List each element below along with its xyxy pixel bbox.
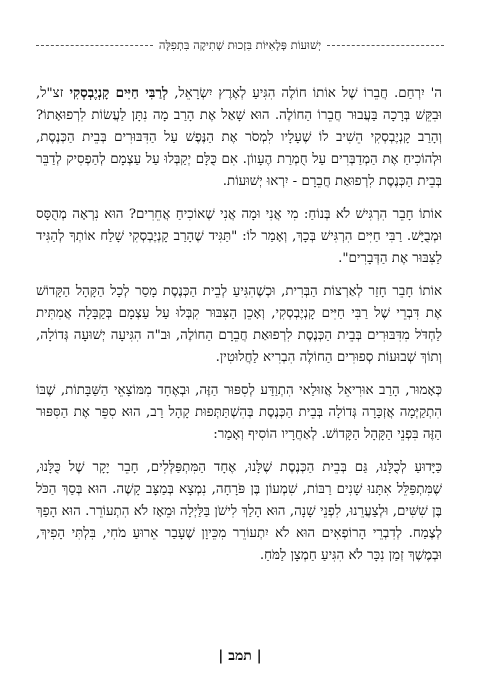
paragraph-1 xyxy=(36,82,442,193)
body-text xyxy=(36,82,442,578)
paragraph-2: אוֹתוֹ חָבֵר הִרְגִּישׁ לֹא בְּנוֹחַ: מִי אֲנִי וּמָה אֲנִי שֶׁאוֹכִיחַ אֲחֵרִים? הוּא נִרְאָה מְהֻסָּס וּמְבֻיָּשׁ. רַבִּי חַיִּים הִרְגִּישׁ בְּכָךְ, וְאָמַר לוֹ: "תַּגִּיד שֶׁהָרַב קָנְיֶבְסְקִי שָׁלַח אוֹתְךָ לְהַגִּיד לַצִּבּוּר אֶת הַדְּבָרִים". xyxy=(36,207,442,266)
paragraph-1-text-cont: זצ"ל, וּבִקֵּשׁ בְּרָכָה בַּעֲבוּר חֲבֵרוֹ הַחוֹלֶה. הוּא שָׁאַל אֶת הָרַב מָה נִתָּן לַעֲשׂוֹת לִרְפוּאָתוֹ? וְהָרַב קָנְיֶבְסְקִי הֵשִׁיב לוֹ שֶׁעָלָיו לִמְסֹר אֶת הַנֶּפֶשׁ עַל הַדִּבּוּרִים בְּבֵית הַכְּנֶסֶת, וּלְהוֹכִיחַ אֶת הַמְדַבְּרִים עַל חֻמְרַת הֶעָווֹן. אִם כֻּלָּם יְקַבְּלוּ עַל עַצְמָם לְהַפְסִיק לְדַבֵּר בְּבֵית הַכְּנֶסֶת לִרְפוּאַת חֲבֵרָם - יִרְאוּ יְשׁוּעוֹת. xyxy=(36,86,442,189)
paragraph-3: אוֹתוֹ חָבֵר חָזַר לְאַרְצוֹת הַבְּרִית, וּכְשֶׁהִגִּיעַ לְבֵית הַכְּנֶסֶת מָסַר לְכָל הַקָּהָל הַקָּדוֹשׁ אֶת דִּבְרֵי שֶׁל רַבִּי חַיִּים קָנְיֶבְסְקִי, וְאָכֵן הַצִּבּוּר קִבְּלוּ עַל עַצְמָם בְּקַבָּלָה אֲמִתִּית לַחְדֹּל מִדִּבּוּרִים בְּבֵית הַכְּנֶסֶת לִרְפוּאַת חֲבֵרָם הַחוֹלֶה, וּב"ה הִגִּיעָה יְשׁוּעָה גְּדוֹלָה, וְתוֹךְ שְׁבוּעוֹת סְפוּרִים הַחוֹלֶה הִבְרִיא לַחֲלוּטִין. xyxy=(36,284,442,365)
header-rule-right xyxy=(327,45,444,46)
running-header xyxy=(36,38,444,52)
header-rule-left xyxy=(36,45,153,46)
page-number: | תמב | xyxy=(218,648,262,664)
running-header-title: יְשׁוּעוֹת פְּלָאִיּוֹת בִּזְכוּת שְׁתִיקָה בִּתְפִלָּה xyxy=(158,38,322,52)
rabbi-name-bold: לְרַבִּי חַיִּים קָנְיֶבְסְקִי xyxy=(69,85,169,101)
paragraph-4: כְּאָמוּר, הָרַב אוּרִיאֵל אֲזוּלַאי הִתְוַדַּע לְסִפּוּר הַזֶּה, וּבְאֶחָד מִמּוֹצָאֵי הַשַּׁבָּתוֹת, שֶׁבּוֹ הִתְקַיְּמָה אֲזְכָּרָה גְּדוֹלָה בְּבֵית הַכְּנֶסֶת בְּהִשְׁתַּתְּפוּת קָהָל רַב, הוּא סִפֵּר אֶת הַסִּפּוּר הַזֶּה בִּפְנֵי הַקָּהָל הַקָּדוֹשׁ. לְאַחֲרָיו הוֹסִיף וְאָמַר: xyxy=(36,383,442,442)
paragraph-5: כַּיָּדוּעַ לְכֻלָּנוּ, גַּם בְּבֵית הַכְּנֶסֶת שֶׁלָּנוּ, אֶחָד הַמִּתְפַּלְּלִים, חָבֵר יָקָר שֶׁל כֻּלָּנוּ, שֶׁמִּתְפַּלֵּל אִתָּנוּ שָׁנִים רַבּוֹת, שִׁמְעוֹן בֶּן פֹּרָחָה, נִמְצָא בְּמַצָּב קָשֶׁה. הוּא בְּסַךְ הַכֹּל בֶּן שִׁשִּׁים, וּלְצַעֲרֵנוּ, לִפְנֵי שָׁנָה, הוּא הָלַךְ לִישֹׁן בַּלַּיְלָה וּמֵאָז לֹא הִתְעוֹרֵר. הוּא הָפַךְ לְצֶמַח. לְדִבְרֵי הָרוֹפְאִים הוּא לֹא יִתְעוֹרֵר מִכֵּיוָן שֶׁעָבַר אֵרוּעַ מֹחִי, בִּלְתִּי הָפִיךְ, וּבְמֶשֶׁךְ זְמַן נִכָּר לֹא הִגִּיעַ חַמְצָן לַמֹּחַ. xyxy=(36,460,442,563)
paragraph-1-text: ה' יִרְחַם. חֲבֵרוֹ שֶׁל אוֹתוֹ חוֹלֶה הִגִּיעַ לְאֶרֶץ יִשְׂרָאֵל, xyxy=(168,86,443,101)
